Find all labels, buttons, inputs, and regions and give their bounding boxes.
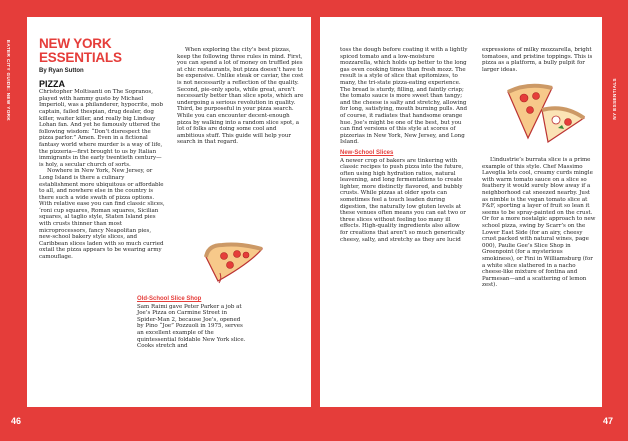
spine-label-left: EATER CITY GUIDE: NEW YORK	[6, 40, 11, 122]
paragraph: Nowhere in New York, New Jersey, or Long Island is there a culinary establishment more ubiquitous or affordable to all, and nowhere else in the country is there such a wide swath of pizza options. With relative ease you can find classic slices, ‘roni cup squares, Roman squares, Sicilian squares, al taglio style, Staten Island pies with crusts thinner than most microprocessors, fancy Neapolitan pies, new-school bakery style slices, and Caribbean slices laden with so much curried oxtail the pizza appears to be wearing army camouflage.	[39, 168, 165, 261]
section-heading: PIZZA	[39, 78, 65, 89]
pizza-slice-illustration	[200, 237, 270, 287]
page-number-right: 47	[603, 416, 614, 426]
column-3	[340, 47, 468, 243]
column-2	[177, 47, 304, 146]
paragraph: expressions of milky mozzarella, bright tomatoes, and pristine toppings. This is pizza as a platform, a bully pulpit for larger ideas.	[482, 47, 593, 73]
paragraph: L’industrie’s burrata slice is a prime example of this style. Chef Massimo Laveglia lets cool, creamy curds mingle with warm tomato sauce on a slice so feathery it would surely blow away if a neighborhood cat sneezed nearby. Just as nimble is the vegan tomato slice at F&F, sporting a layer of fruit so lean it seems to be spray-painted on the crust. Or for a more nostalgic approach to new school pizza, swing by Scarr’s on the Lower East Side (for an airy, cheesy crust packed with natural wines, page 000), Paulie Gee’s Slice Shop in Greenpoint (for a mysterious smokiness), or Fini in Williamsburg (for a white slice slathered in a nacho cheese-like mixture of fontina and Parmesan—and a scattering of lemon zest).	[482, 157, 596, 289]
article-title-line1: NEW YORK	[39, 36, 112, 51]
spine-label-right: NY ESSENTIALS	[612, 78, 617, 120]
left-page	[27, 17, 311, 407]
paragraph: Sam Raimi gave Peter Parker a job at Joe’s Pizza on Carmine Street in Spider-Man 2, because Joe’s, opened by Pino “Joe” Pozzuoli in 1975, serves an excellent example of the quintessential foldable New York slice. Cooks stretch and	[137, 303, 246, 350]
column-4-bottom	[482, 157, 597, 289]
right-page	[320, 17, 602, 407]
pizza-slices-illustration	[498, 80, 588, 150]
paragraph: toss the dough before coating it with a lightly spiced tomato and a low-moisture mozzarella, which holds up better to the long gas oven cooking times than fresh mozz. The result is a style of slice that epitomizes, to many, the tri-state pizza-eating experience. The bread is sturdy, filling, and faintly crisp; the tomato sauce is more sweet than tangy; and the cheese is salty and stretchy, allowing for long, satisfying, mouth burning pulls. And of course, it radiates that handsome orange hue. Joe’s might be one of the best, but you can find versions of this style at scores of pizzerias in New York, New Jersey, and Long Island.	[340, 47, 468, 146]
article-title	[39, 37, 165, 65]
column-4-top	[482, 47, 597, 73]
column-2-bottom	[137, 292, 247, 350]
page-number-left: 46	[11, 416, 22, 426]
article-title-line2: ESSENTIALS	[39, 50, 122, 65]
subheading-new-school: New-School Slices	[340, 149, 394, 156]
paragraph: When exploring the city’s best pizzas, keep the following three rules in mind. First, you can spend a lot of money on truffled pies at chic restaurants, but pizza doesn’t have to be expensive. Unlike steak or caviar, the cost is not necessarily a reflection of the quality. Second, pie-only spots, while great, aren’t necessarily better than slice spots, which are undergoing a serious revolution in quality. Third, be purposeful in your pizza search. While you can encounter decent-enough pizza by walking into a random slice spot, a lot of folks are doing some cool and ambitious stuff. This guide will help your search in that regard.	[177, 47, 304, 146]
paragraph: Christopher Moltisanti on The Sopranos, played with hammy gusto by Michael Imperioli, was a philanderer, hypocrite, mob captain, failed thespian, drug dealer, dog killer, waiter killer, and really big Lindsay Lohan fan. And yet he famously uttered the following wisdom: “Don’t disrespect the pizza parlor.” Amen. Even in a fictional fantasy world where murder is a way of life, the pizzeria—first brought to us by Italian immigrants in the early twentieth century—is holy, a secular church of sorts.	[39, 89, 164, 168]
byline: By Ryan Sutton	[39, 68, 84, 74]
subheading-old-school: Old-School Slice Shop	[137, 296, 202, 302]
paragraph: A newer crop of bakers are tinkering with classic recipes to push pizza into the future, often using high hydration ratios, natural leavening, and long fermentations to create lighter, more distinctly flavored, and bubbly crusts. While pizzas at older spots can sometimes feel a touch leaden during digestion, the naturally low gluten levels at these venues often means you can eat two or three slices without feeling too many ill effects. High-quality ingredients also allow for creations that aren’t so much generically cheesy, salty, and stretchy as they are lucid	[340, 157, 466, 243]
column-1	[39, 37, 165, 261]
